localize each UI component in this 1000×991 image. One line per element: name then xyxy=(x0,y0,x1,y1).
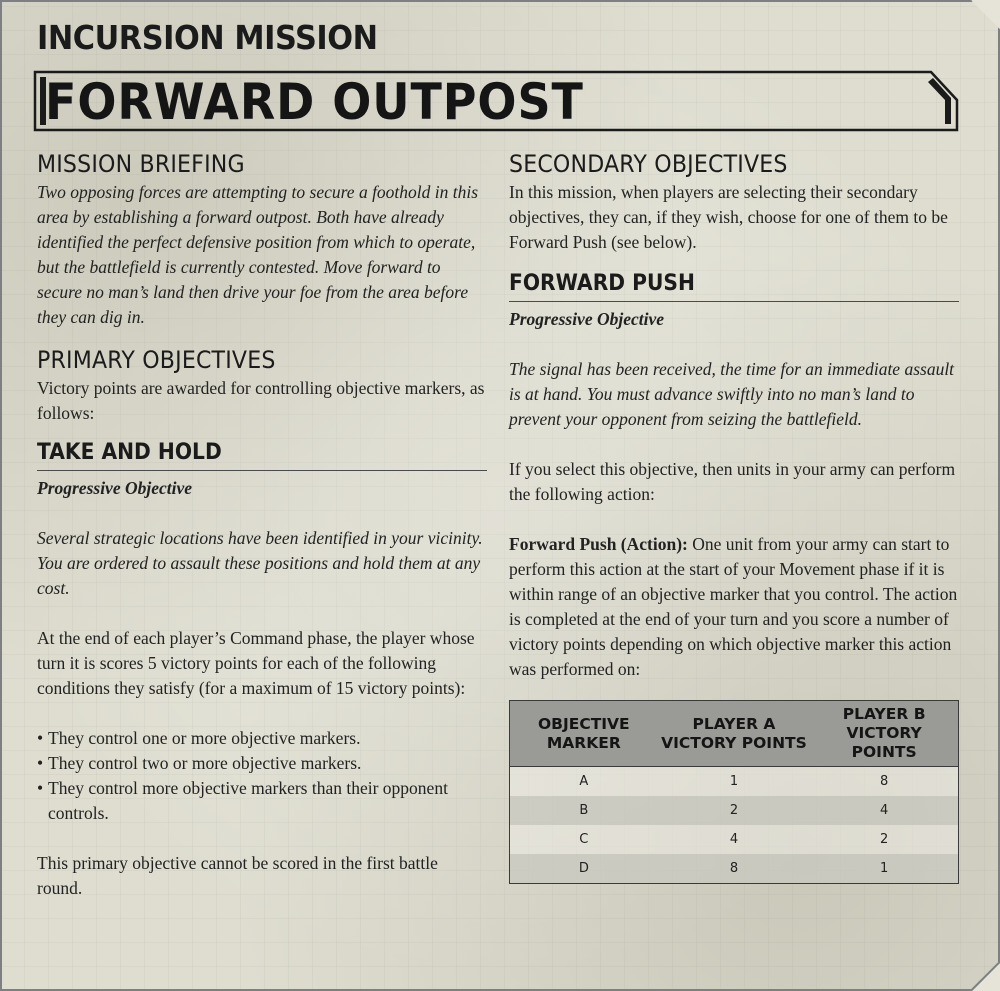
secondary-objectives-heading: SECONDARY OBJECTIVES xyxy=(509,150,788,178)
mission-title: FORWARD OUTPOST xyxy=(45,73,584,131)
take-and-hold-rule xyxy=(37,470,487,471)
table-cell: 8 xyxy=(810,767,958,797)
conditions-list xyxy=(37,726,487,826)
forward-push-action-text xyxy=(509,532,959,682)
primary-objectives-heading: PRIMARY OBJECTIVES xyxy=(37,346,276,374)
table-row xyxy=(510,796,959,825)
victory-points-table xyxy=(509,700,959,884)
table-cell: B xyxy=(510,796,658,825)
action-label: Forward Push (Action): xyxy=(509,534,688,554)
right-column xyxy=(509,148,959,884)
forward-push-heading: FORWARD PUSH xyxy=(509,271,695,296)
table-header-row xyxy=(510,701,959,767)
card-corner-cut-bottom xyxy=(970,962,1000,991)
mission-briefing-text: Two opposing forces are attempting to secure a foothold in this area by establishing a forward outpost. Both have already identified the perfect defensive position from which to operate, but the battlefield is currently contested. Move forward to secure no man’s land then drive your foe from the area before they can dig in. xyxy=(37,182,479,327)
table-cell: 2 xyxy=(658,796,811,825)
left-column xyxy=(37,148,487,901)
table-row xyxy=(510,854,959,884)
table-cell: 8 xyxy=(658,854,811,884)
table-row xyxy=(510,767,959,797)
table-cell: 1 xyxy=(810,854,958,884)
primary-objectives-text: Victory points are awarded for controlling objective markers, as follows: xyxy=(37,378,485,423)
mission-briefing-heading: MISSION BRIEFING xyxy=(37,150,245,178)
condition-item: • They control more objective markers than their opponent controls. xyxy=(37,776,487,826)
table-cell: 1 xyxy=(658,767,811,797)
table-cell: A xyxy=(510,767,658,797)
table-row xyxy=(510,825,959,854)
table-header-player-a: PLAYER A VICTORY POINTS xyxy=(658,701,811,767)
table-cell: D xyxy=(510,854,658,884)
forward-push-type: Progressive Objective xyxy=(509,309,665,329)
take-and-hold-flavour: Several strategic locations have been identified in your vicinity. You are ordered to assault these positions and hold them at any cost. xyxy=(37,528,483,598)
table-cell: 4 xyxy=(810,796,958,825)
card-corner-cut-top xyxy=(970,0,1000,29)
table-cell: 4 xyxy=(658,825,811,854)
condition-item: • They control one or more objective markers. xyxy=(37,726,487,751)
take-and-hold-heading: TAKE AND HOLD xyxy=(37,440,222,465)
forward-push-rule xyxy=(509,301,959,302)
mission-type-label: INCURSION MISSION xyxy=(37,18,378,57)
secondary-objectives-text: In this mission, when players are selecting their secondary objectives, they can, if they wish, choose for one of them to be Forward Push (see below). xyxy=(509,182,948,252)
table-header-objective-marker: OBJECTIVE MARKER xyxy=(510,701,658,767)
forward-push-flavour: The signal has been received, the time for an immediate assault is at hand. You must advance swiftly into no man’s land to prevent your opponent from seizing the battlefield. xyxy=(509,359,955,429)
primary-footnote: This primary objective cannot be scored in the first battle round. xyxy=(37,853,438,898)
take-and-hold-type: Progressive Objective xyxy=(37,478,193,498)
take-and-hold-rules: At the end of each player’s Command phase, the player whose turn it is scores 5 victory points for each of the following conditions they satisfy (for a maximum of 15 victory points): xyxy=(37,628,475,698)
action-description: One unit from your army can start to perform this action at the start of your Movement phase if it is within range of an objective marker that you control. The action is completed at the end of your turn and you score a number of victory points depending on which objective marker this action was performed on: xyxy=(509,534,958,679)
forward-push-select-text: If you select this objective, then units in your army can perform the following action: xyxy=(509,459,956,504)
title-frame xyxy=(33,70,959,132)
table-cell: C xyxy=(510,825,658,854)
condition-item: • They control two or more objective markers. xyxy=(37,751,487,776)
table-cell: 2 xyxy=(810,825,958,854)
table-header-player-b: PLAYER B VICTORY POINTS xyxy=(810,701,958,767)
